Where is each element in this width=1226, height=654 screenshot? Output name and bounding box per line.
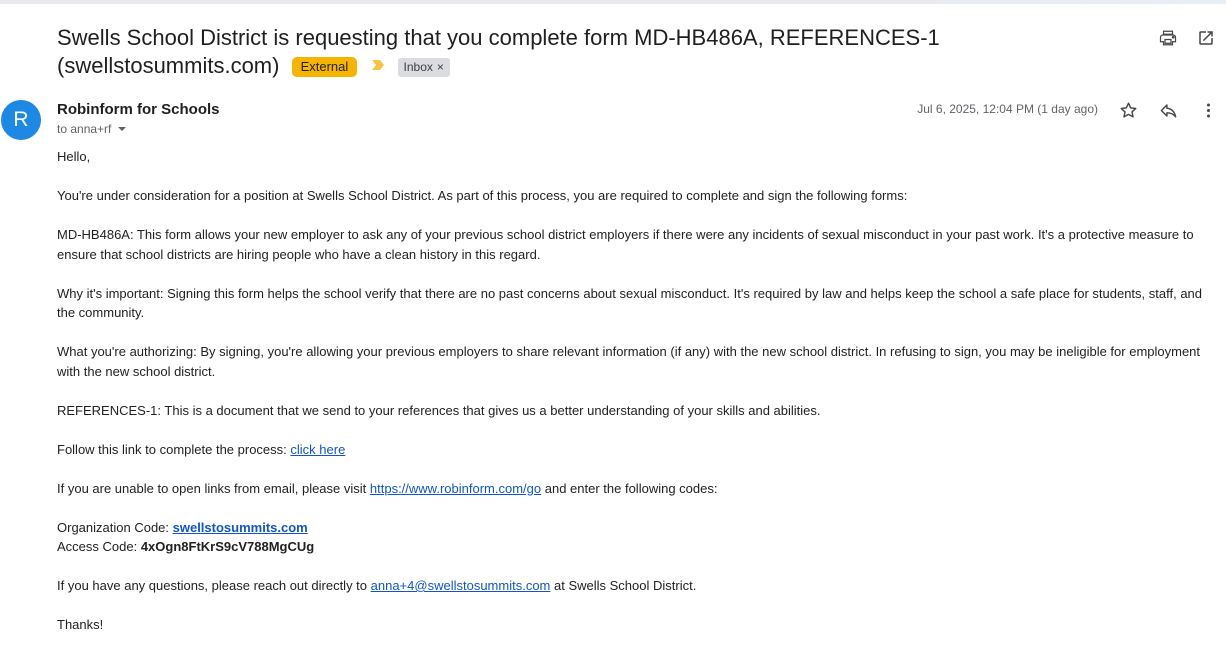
thread-actions [1158, 28, 1216, 48]
signoff: Thanks! [57, 617, 104, 632]
org-code-value: swellstosummits.com [172, 519, 308, 535]
importance-marker-icon[interactable] [371, 58, 385, 72]
inbox-label-text: Inbox [403, 60, 433, 74]
robinform-url-link[interactable]: https://www.robinform.com/go [369, 480, 542, 496]
subject-text: Swells School District is requesting that you complete form MD-HB486A, REFERENCES-1 (swellstosummits.com) [57, 25, 940, 78]
codes-block [57, 518, 1212, 557]
fallback-prefix: If you are unable to open links from email, please visit [57, 480, 370, 496]
recipients-line [57, 122, 127, 136]
print-icon[interactable] [1158, 28, 1178, 48]
body-paragraph: You're under consideration for a position at Swells School District. As part of this process, you are required to complete and sign the following forms: [57, 188, 908, 203]
body-paragraph: What you're authorizing: By signing, you're allowing your previous employers to share relevant information (if any) with the new school district. In refusing to sign, you may be ineligible for employment with the new school district. [57, 344, 1201, 379]
org-code-label: Organization Code: [57, 519, 173, 535]
follow-prefix: Follow this link to complete the process: [57, 441, 291, 457]
contact-email-link[interactable]: anna+4@swellstosummits.com [370, 578, 551, 593]
open-in-new-window-icon[interactable] [1196, 28, 1216, 48]
chevron-down-icon[interactable] [117, 124, 127, 134]
star-icon[interactable] [1118, 100, 1138, 120]
click-here-link[interactable]: click here [290, 441, 346, 457]
access-code-value: 4xOgn8FtKrS9cV788MgCUg [140, 539, 315, 554]
top-divider [0, 0, 1226, 4]
external-badge: External [292, 57, 358, 77]
questions-prefix: If you have any questions, please reach out directly to [57, 578, 371, 593]
follow-link-line [57, 440, 1212, 460]
more-vert-icon[interactable] [1198, 100, 1218, 120]
body-paragraph: MD-HB486A: This form allows your new employer to ask any of your previous school district employers if there were any incidents of sexual misconduct in your past work. It's a protective measure to ensure that school districts are hiring people who have a clean history in this regard. [57, 227, 1194, 262]
questions-suffix: at Swells School District. [550, 578, 697, 593]
org-code-link[interactable] [173, 520, 308, 535]
body-paragraph: REFERENCES-1: This is a document that we send to your references that gives us a better understanding of your skills and abilities. [57, 402, 821, 418]
message-actions [1118, 100, 1218, 120]
body-paragraph: Why it's important: Signing this form helps the school verify that there are no past concerns about sexual misconduct. It's required by law and helps keep the school a safe place for students, staff, and the community. [57, 285, 1203, 320]
email-subject [57, 24, 957, 80]
email-body [57, 147, 1212, 654]
remove-label-button[interactable]: × [436, 60, 444, 74]
greeting: Hello, [57, 149, 91, 164]
sender-avatar[interactable]: R [1, 100, 41, 140]
fallback-suffix: and enter the following codes: [541, 480, 718, 496]
email-date: Jul 6, 2025, 12:04 PM (1 day ago) [917, 102, 1098, 116]
access-code-label: Access Code: [57, 539, 141, 554]
reply-icon[interactable] [1158, 100, 1178, 120]
fallback-line [57, 479, 1212, 499]
recipients-text: to anna+rf [57, 122, 112, 136]
questions-line [57, 576, 1212, 596]
inbox-label [398, 58, 450, 77]
sender-name[interactable]: Robinform for Schools [57, 101, 220, 118]
